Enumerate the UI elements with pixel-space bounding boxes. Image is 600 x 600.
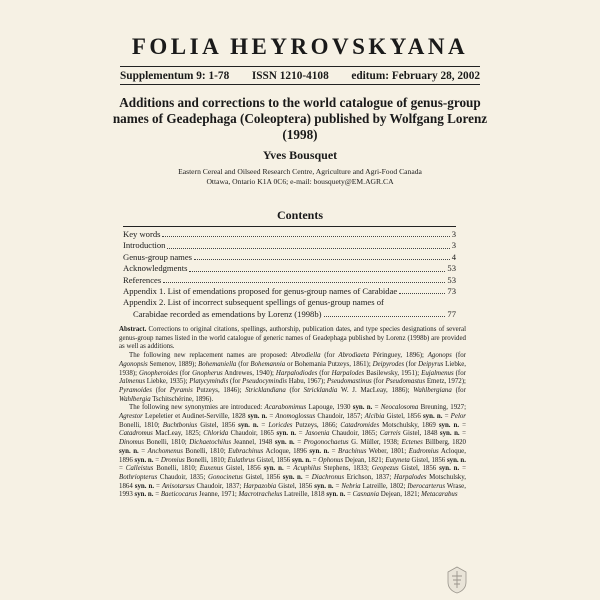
equals-sign: = [345, 491, 353, 499]
synonymy-item [200, 465, 369, 472]
replacement-item [276, 370, 419, 377]
senior-genus-name: Casnania [352, 491, 380, 499]
toc-entry-page: 3 [451, 240, 456, 251]
junior-genus-name: Carreis [379, 430, 401, 438]
equals-sign: = [153, 491, 161, 499]
senior-genus-name: Loricdes [268, 421, 293, 429]
affiliation-line: Eastern Cereal and Oilseed Research Centre, Agriculture and Agri-Food Canada [178, 167, 422, 176]
replaced-genus-name: Gnopherus [192, 369, 223, 377]
junior-genus-name: Eulathrus [227, 456, 255, 464]
affiliation [100, 167, 500, 187]
supplement-label: Supplementum 9: 1-78 [120, 70, 230, 82]
junior-genus-name: Buchtbonius [162, 421, 198, 429]
junior-genus-name: Dichaetochilus [189, 439, 231, 447]
replaced-genus-name: Wahlbergia [119, 395, 151, 403]
senior-authority: Bonelli, 1810; [119, 421, 160, 429]
junior-authority: Gistel, 1856 [276, 482, 315, 490]
synonymy-item [228, 457, 384, 464]
syn-n-marker: syn. n. [423, 413, 443, 421]
senior-authority: Chaudoir, 1835; [157, 473, 206, 481]
new-genus-name: Abrodiella [291, 352, 321, 360]
replaced-authority: or Bohemania Putzeys, 1861); [285, 360, 371, 368]
replacement-item [291, 352, 424, 359]
senior-genus-name: Diachronus [311, 473, 345, 481]
junior-authority: Gistel, 1848 [400, 430, 440, 438]
equals-sign: = [459, 421, 466, 429]
junior-authority: Gistel, 1856 [254, 456, 292, 464]
synonymy-item [228, 448, 406, 455]
journal-info-bar [120, 66, 480, 85]
senior-genus-name: Brachinus [338, 447, 367, 455]
new-genus-name: Pyramoides [119, 386, 152, 394]
new-genus-name: Wahlbergiana [413, 386, 452, 394]
senior-authority: Chaudoir, 1857; [315, 413, 363, 421]
new-genus-name: Pseudomastinus [326, 378, 372, 386]
for-text: (for [405, 360, 419, 368]
replacement-item [189, 378, 325, 385]
for-text: (for [289, 386, 304, 394]
equals-sign: = [333, 482, 342, 490]
toc-entry-page: 53 [447, 263, 456, 274]
senior-authority: G. Müller, 1938; [348, 439, 399, 447]
senior-authority: Chaudoir, 1837; [194, 482, 242, 490]
junior-authority: Billberg, 1820 [422, 439, 466, 447]
issn-label: ISSN 1210-4108 [251, 70, 329, 82]
equals-sign: = [153, 456, 161, 464]
senior-authority: Weber, 1801; [366, 447, 407, 455]
senior-genus-name: Jasoenia [305, 430, 330, 438]
abstract-label: Abstract. [119, 326, 147, 333]
toc-entry[interactable] [123, 297, 456, 320]
junior-authority: Gistel, 1856 [197, 421, 239, 429]
toc-leader [194, 259, 450, 260]
junior-genus-name: Metacarabus [421, 491, 458, 499]
senior-authority: Breuning, 1927; [418, 404, 466, 412]
replaced-genus-name: Pseudomastus [385, 378, 426, 386]
toc-leader [189, 271, 445, 272]
for-text: (for [455, 369, 466, 377]
toc-leader [167, 248, 449, 249]
senior-authority: MacLeay, 1825; [152, 430, 201, 438]
syn-n-marker: syn. n. [276, 430, 297, 438]
author-name: Yves Bousquet [262, 148, 338, 162]
replacement-names-paragraph [119, 352, 466, 404]
senior-authority: Latreille, 1802; [360, 482, 406, 490]
junior-authority: Lepeletier et Audinet-Serville, 1828 [142, 413, 248, 421]
junior-genus-name: Harpazobia [243, 482, 277, 490]
synonymies-paragraph [119, 404, 466, 500]
senior-genus-name: Catadromus [119, 430, 153, 438]
junior-genus-name: Macrotrachelus [238, 491, 283, 499]
new-genus-name: Eujalmenus [421, 369, 454, 377]
toc-entry-page: 3 [451, 229, 456, 239]
junior-genus-name: Geopezus [371, 465, 399, 473]
new-genus-name: Bohemaniella [198, 360, 237, 368]
replaced-genus-name: Harpalodes [331, 369, 365, 377]
abstract-text: Corrections to original citations, spellings, authorship, publication dates, and type species designations of several genus-group names listed in the world catalogue of generic names of Geadephaga published by Lorenz (1998b) are provided as well as additions. [119, 326, 466, 351]
equals-sign: = [138, 447, 148, 455]
senior-genus-name: Neocalosoma [380, 404, 419, 412]
for-text: (for [155, 386, 170, 394]
junior-authority: Wrase, 1993 [119, 482, 466, 499]
toc-entry[interactable] [123, 275, 456, 286]
journal-title: FOLIA HEYROVSKYANA [131, 34, 469, 59]
equals-sign: = [310, 456, 319, 464]
junior-authority: Gistel, 1856 [398, 465, 440, 473]
syn-n-marker: syn. n. [439, 465, 460, 473]
senior-authority: Bonelli, 1810; [153, 465, 197, 473]
replacement-item [119, 387, 241, 394]
junior-authority: Acloque, 1896 [263, 447, 310, 455]
syn-n-marker: syn. n. [352, 404, 373, 412]
syn-n-marker: syn. n. [263, 465, 284, 473]
synonymy-item [239, 491, 420, 498]
replacement-item [198, 361, 371, 368]
junior-genus-name: Eudromius [408, 447, 439, 455]
junior-genus-name: Ectenes [401, 439, 423, 447]
junior-authority: Motschulsky, 1869 [379, 421, 439, 429]
senior-genus-name: Dromius [160, 456, 185, 464]
junior-authority: Lapouge, 1930 [306, 404, 353, 412]
equals-sign: = [154, 482, 162, 490]
senior-authority: Dejean, 1821; [343, 456, 384, 464]
syn-n-marker: syn. n. [274, 439, 295, 447]
senior-genus-name: Nebria [341, 482, 361, 490]
senior-genus-name: Bothriopterus [119, 473, 158, 481]
replaced-authority: Basilewsky, 1951); [364, 369, 420, 377]
for-text: (for [238, 360, 251, 368]
toc-entry-page: 77 [447, 308, 456, 319]
junior-genus-name: Catadromides [340, 421, 380, 429]
synonymy-item [203, 430, 377, 437]
syn-n-marker: syn. n. [291, 456, 311, 464]
syn-n-marker: syn. n. [247, 413, 268, 421]
syn-n-marker: syn. n. [309, 447, 330, 455]
toc-entry[interactable] [123, 286, 456, 297]
senior-genus-name: Dinomus [119, 439, 144, 447]
replaced-authority: Habu, 1967); [286, 378, 326, 386]
toc-leader [324, 316, 446, 317]
replaced-authority: Liebke, 1935); [145, 378, 188, 386]
junior-authority: Motschulsky, 1864 [119, 473, 466, 490]
syn-n-marker: syn. n. [282, 473, 303, 481]
replaced-genus-name: Pseudocymindis [242, 378, 287, 386]
toc-entry-label: Key words [123, 229, 161, 239]
toc-entry[interactable] [123, 240, 456, 251]
senior-authority: Bonelli, 1810; [184, 456, 226, 464]
equals-sign: = [296, 430, 305, 438]
editum-date: editum: February 28, 2002 [351, 70, 480, 82]
senior-authority: Putzeys, 1866; [292, 421, 338, 429]
toc-entry-label: Genus-group names [123, 251, 192, 262]
senior-authority: Erichson, 1837; [344, 473, 392, 481]
equals-sign: = [329, 447, 339, 455]
syn-n-marker: syn. n. [134, 456, 154, 464]
syn-n-marker: syn. n. [134, 491, 154, 499]
equals-sign: = [258, 421, 269, 429]
synonymy-item [119, 413, 362, 420]
for-text: (for [373, 378, 386, 386]
senior-authority: Bonelli, 1810; [182, 447, 226, 455]
for-text: (for [179, 369, 193, 377]
new-genus-name: Gnopheroides [138, 369, 178, 377]
toc-entry-page: 4 [451, 251, 456, 262]
synonymy-item [163, 422, 338, 429]
replaced-authority: W. J. MacLeay, 1886); [337, 386, 410, 394]
replacement-intro: The following new replacement names are proposed: [129, 352, 288, 360]
senior-genus-name: Ophonus [318, 456, 344, 464]
replaced-genus-name: Deipyrus [418, 360, 444, 368]
toc-entry-page: 73 [447, 286, 456, 297]
equals-sign: = [294, 439, 304, 447]
toc-entry-label: Introduction [123, 240, 166, 251]
toc-entry-label: Appendix 1. List of emendations proposed for genus-group names of Carabidae [123, 286, 398, 297]
replaced-authority: Liebke, 1938); [119, 360, 466, 377]
junior-genus-name: Chlorida [203, 430, 229, 438]
senior-genus-name: Anisotarsus [161, 482, 195, 490]
replaced-genus-name: Stricklandia [303, 386, 338, 394]
replaced-genus-name: Agonopsis [119, 360, 148, 368]
table-of-contents [123, 226, 456, 320]
paper-title: Additions and corrections to the world catalogue of genus-group names of Geadephaga (Coleoptera) published by Wolfgang Lorenz (1998) [112, 95, 488, 142]
junior-authority: Gistel, 1856 [384, 413, 423, 421]
syn-n-marker: syn. n. [314, 482, 334, 490]
toc-leader [399, 293, 445, 294]
senior-authority: Chaudoir, 1865; [329, 430, 378, 438]
replacement-item [245, 387, 409, 394]
synonymy-item [208, 474, 391, 481]
toc-entry[interactable] [123, 252, 456, 263]
equals-sign: = [459, 465, 466, 473]
new-genus-name: Stricklandiana [245, 386, 286, 394]
synonymy-item [265, 404, 466, 411]
syn-n-marker: syn. n. [119, 447, 139, 455]
junior-authority: Gistel, 1856 [223, 465, 264, 473]
affiliation-address: Ottawa, Ontario K1A 0C6; e-mail: bousquety@EM.AGR.CA [206, 177, 394, 186]
replaced-authority: Andrewes, 1940); [222, 369, 274, 377]
toc-entry-label-cont: Carabidae recorded as emendations by Lorenz (1998b) [133, 308, 322, 319]
junior-authority: Acloque, 1896 [119, 447, 466, 464]
equals-sign: = [372, 404, 381, 412]
senior-genus-name: Anchomenus [147, 447, 183, 455]
junior-genus-name: Alcibia [364, 413, 385, 421]
for-text: (for [455, 352, 466, 360]
senior-genus-name: Anomoglossus [275, 413, 316, 421]
replaced-authority: Putzeys, 1846); [192, 386, 242, 394]
replacement-item [139, 370, 274, 377]
senior-genus-name: Baeticocarus [160, 491, 198, 499]
junior-genus-name: Eubrachinus [228, 447, 264, 455]
senior-genus-name: Progonochaetus [303, 439, 349, 447]
new-genus-name: Agonops [427, 352, 452, 360]
new-genus-name: Deipyrodes [372, 360, 405, 368]
toc-entry-label: Appendix 2. List of incorrect subsequent spellings of genus-group names of [123, 297, 384, 308]
junior-genus-name: Gonocinetus [208, 473, 243, 481]
synonymies-intro: The following new synonymies are introduced: [129, 404, 263, 412]
toc-entry-page: 53 [447, 274, 456, 285]
junior-genus-name: Iberocarterus [407, 482, 446, 490]
replaced-authority: Emetz, 1972); [425, 378, 466, 386]
synonymy-item [421, 491, 457, 498]
junior-genus-name: Acarabomimus [264, 404, 307, 412]
synonymy-item [189, 439, 399, 446]
for-text: (for [324, 352, 339, 360]
replaced-genus-name: Bohemannia [250, 360, 286, 368]
replaced-authority: Tschitschérine, 1896). [150, 395, 214, 403]
synonymy-item [243, 483, 405, 490]
replaced-authority: Péringuey, 1896); [369, 352, 424, 360]
replaced-genus-name: Pyramis [169, 386, 193, 394]
syn-n-marker: syn. n. [438, 421, 460, 429]
syn-n-marker: syn. n. [134, 482, 155, 490]
replaced-authority: Semenov, 1889); [147, 360, 197, 368]
for-text: (for [455, 386, 466, 394]
body-text [119, 326, 466, 500]
senior-genus-name: Pelor [450, 413, 466, 421]
senior-genus-name: Acuphilus [293, 465, 321, 473]
equals-sign: = [442, 413, 451, 421]
for-text: (for [319, 369, 332, 377]
senior-authority: Jeanne, 1971; [197, 491, 237, 499]
junior-authority: Jeannel, 1948 [231, 439, 275, 447]
toc-leader [162, 236, 449, 237]
equals-sign: = [283, 465, 294, 473]
replacement-item [327, 378, 466, 385]
equals-sign: = [267, 413, 276, 421]
abstract-paragraph [119, 326, 466, 352]
junior-authority: Gistel, 1856 [242, 473, 283, 481]
junior-authority: Gistel, 1856 [409, 456, 447, 464]
junior-authority: Chaudoir, 1865 [228, 430, 277, 438]
junior-genus-name: Harpalodes [393, 473, 427, 481]
publisher-seal [446, 566, 468, 594]
for-text: (for [230, 378, 243, 386]
junior-authority: Latreille, 1818 [282, 491, 327, 499]
senior-authority: Dejean, 1821; [379, 491, 420, 499]
syn-n-marker: syn. n. [439, 430, 460, 438]
senior-authority: Bonelli, 1810; [143, 439, 187, 447]
replaced-genus-name: Jalmenus [119, 378, 146, 386]
junior-genus-name: Eutyneta [385, 456, 410, 464]
toc-entry-label: References [123, 274, 162, 285]
equals-sign: = [302, 473, 312, 481]
senior-genus-name: Calleistus [125, 465, 154, 473]
senior-authority: Stephens, 1833; [320, 465, 369, 473]
junior-genus-name: Euxenus [199, 465, 223, 473]
syn-n-marker: syn. n. [326, 491, 346, 499]
syn-n-marker: syn. n. [238, 421, 259, 429]
junior-genus-name: Agrestor [119, 413, 143, 421]
contents-heading: Contents [276, 208, 323, 222]
new-genus-name: Harpalodiodes [275, 369, 318, 377]
equals-sign: = [119, 465, 126, 473]
new-genus-name: Platycymindis [189, 378, 229, 386]
syn-n-marker: syn. n. [446, 456, 466, 464]
toc-entry[interactable] [123, 263, 456, 274]
equals-sign: = [459, 430, 466, 438]
toc-entry-label: Acknowledgments [123, 263, 188, 274]
toc-leader [163, 282, 445, 283]
toc-entry[interactable] [123, 229, 456, 240]
replaced-genus-name: Abrodiaeta [338, 352, 370, 360]
